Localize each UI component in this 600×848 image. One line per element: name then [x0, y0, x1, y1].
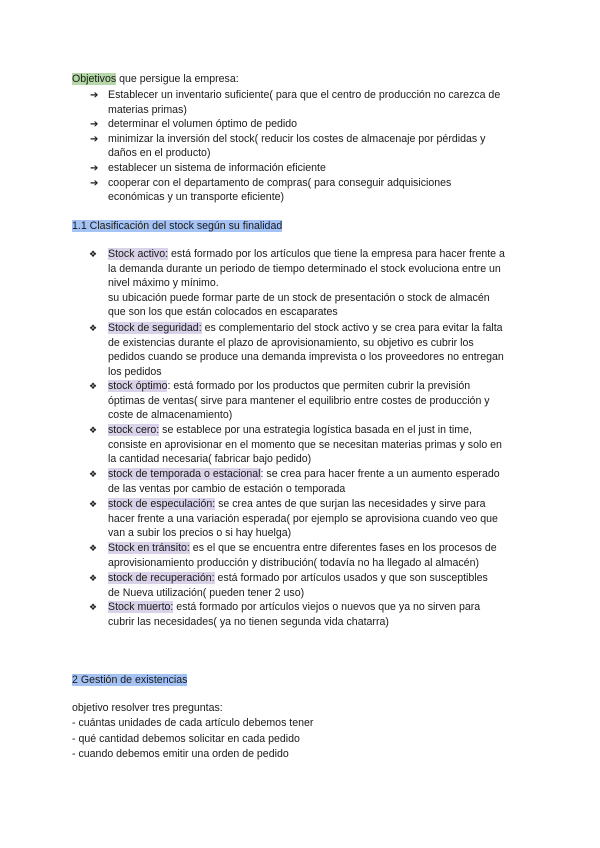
stock-type-line: óptimas de ventas( sirve para mantener el equilibrio entre costes de producción y [108, 394, 490, 407]
diamond-bullet-icon: ❖ [89, 602, 98, 612]
arrow-bullet-icon: ➔ [90, 177, 99, 189]
stock-type-term: stock cero: [108, 424, 160, 436]
diamond-bullet-icon: ❖ [89, 543, 98, 553]
stock-type-term: stock de temporada o estacional [108, 468, 261, 480]
stock-type-line: consiste en aprovisionar en el momento que se necesitan materias primas y solo en [108, 438, 502, 451]
stock-type-term: Stock activo: [108, 248, 169, 260]
stock-type-first-line [108, 601, 480, 614]
stock-type-description: está formado por los artículos que tiene la empresa para hacer frente a [168, 248, 505, 260]
stock-type-first-line [108, 424, 472, 437]
diamond-bullet-icon: ❖ [89, 499, 98, 509]
stock-type-term: stock de especulación: [108, 498, 216, 510]
stock-type-first-line [108, 572, 488, 585]
stock-type-line: de las ventas por cambio de estación o temporada [108, 482, 346, 495]
stock-type-first-line [108, 498, 485, 511]
stock-type-line: pedidos cuando se produce una demanda imprevista o los proveedores no entregan [108, 351, 504, 364]
objective-line: materias primas) [108, 103, 187, 116]
arrow-bullet-icon: ➔ [90, 163, 99, 174]
stock-type-description: es complementario del stock activo y se crea para evitar la falta [201, 322, 503, 334]
diamond-bullet-icon: ❖ [89, 425, 98, 435]
stock-type-line: los pedidos [108, 365, 162, 378]
stock-type-line: su ubicación puede formar parte de un stock de presentación o stock de almacén [108, 291, 490, 304]
section-1-title [72, 220, 282, 233]
stock-type-first-line [108, 380, 470, 393]
stock-type-term: Stock de seguridad: [108, 322, 202, 334]
stock-type-term: stock de recuperación: [108, 572, 215, 584]
stock-type-line: que son los que están colocados en escaparates [108, 306, 338, 319]
stock-type-first-line [108, 248, 505, 261]
stock-type-first-line [108, 542, 497, 555]
stock-type-line: aprovisionamiento producción y distribución( todavía no ha llegado al almacén) [108, 556, 479, 569]
stock-type-line: van a subir los precios o si hay huelga) [108, 527, 292, 540]
section-2-line: - cuántas unidades de cada artículo debemos tener [72, 717, 314, 730]
objective-line: económicas y un transporte eficiente) [108, 191, 285, 204]
stock-type-term: Stock en tránsito: [108, 542, 190, 554]
section-2-line: objetivo resolver tres preguntas: [72, 702, 223, 714]
stock-type-line: la demanda durante un periodo de tiempo determinado el stock evoluciona entre un [108, 262, 501, 275]
diamond-bullet-icon: ❖ [89, 323, 98, 333]
stock-type-line: cubrir las necesidades( ya no tienen segunda vida chatarra) [108, 615, 389, 628]
objective-line: establecer un sistema de información eficiente [108, 162, 326, 174]
objectives-heading [72, 73, 239, 86]
stock-type-description: : se crea para hacer frente a un aumento esperado [260, 468, 500, 480]
stock-type-line: la cantidad necesaria( fabricar bajo pedido) [108, 453, 312, 466]
diamond-bullet-icon: ❖ [89, 249, 98, 259]
diamond-bullet-icon: ❖ [89, 381, 98, 391]
stock-type-term: Stock muerto: [108, 601, 174, 613]
objectives-heading-highlight: Objetivos [72, 73, 117, 85]
objective-line: daños en el producto) [108, 147, 211, 160]
stock-type-description: está formado por artículos usados y que son susceptibles [214, 572, 488, 584]
stock-type-description: se crea antes de que surjan las necesidades y sirve para [215, 498, 486, 510]
arrow-bullet-icon: ➔ [90, 119, 99, 131]
diamond-bullet-icon: ❖ [89, 573, 98, 583]
stock-type-description: se establece por una estrategia logística basada en el just in time, [159, 424, 472, 436]
stock-type-first-line [108, 468, 500, 481]
objective-line: cooperar con el departamento de compras( para conseguir adquisiciones [108, 176, 452, 189]
stock-type-description: : está formado por los productos que permiten cubrir la previsión [167, 380, 471, 392]
objective-line: minimizar la inversión del stock( reducir los costes de almacenaje por pérdidas y [108, 132, 486, 145]
stock-type-line: coste de almacenamiento) [108, 409, 233, 422]
objectives-heading-text: que persigue la empresa: [116, 73, 239, 85]
objective-line: determinar el volumen óptimo de pedido [108, 118, 298, 131]
objective-line: Establecer un inventario suficiente( para que el centro de producción no carezca de [108, 89, 501, 101]
section-2-line: - qué cantidad debemos solicitar en cada pedido [72, 732, 300, 745]
stock-type-line: de Nueva utilización( pueden tener 2 uso) [108, 586, 305, 599]
section-2-line: - cuando debemos emitir una orden de pedido [72, 748, 289, 761]
stock-type-line: nivel máximo y mínimo. [108, 277, 219, 290]
stock-type-first-line [108, 322, 503, 335]
stock-type-description: es el que se encuentra entre diferentes fases en los procesos de [189, 542, 497, 554]
diamond-bullet-icon: ❖ [89, 469, 98, 479]
section-2-title [72, 674, 187, 687]
arrow-bullet-icon: ➔ [90, 90, 99, 101]
stock-type-description: está formado por artículos viejos o nuevos que ya no sirven para [173, 601, 481, 613]
stock-type-line: hacer frente a una variación esperada( por ejemplo se aprovisiona cuando veo que [108, 512, 498, 525]
stock-type-line: de existencias durante el plazo de aprovisionamiento, su objetivo es cubrir los [108, 336, 474, 349]
stock-type-term: stock óptimo [108, 380, 168, 392]
section-2-title-highlight: 2 Gestión de existencias [72, 674, 188, 686]
arrow-bullet-icon: ➔ [90, 133, 99, 145]
section-1-title-highlight: 1.1 Clasificación del stock según su finalidad [72, 220, 283, 232]
